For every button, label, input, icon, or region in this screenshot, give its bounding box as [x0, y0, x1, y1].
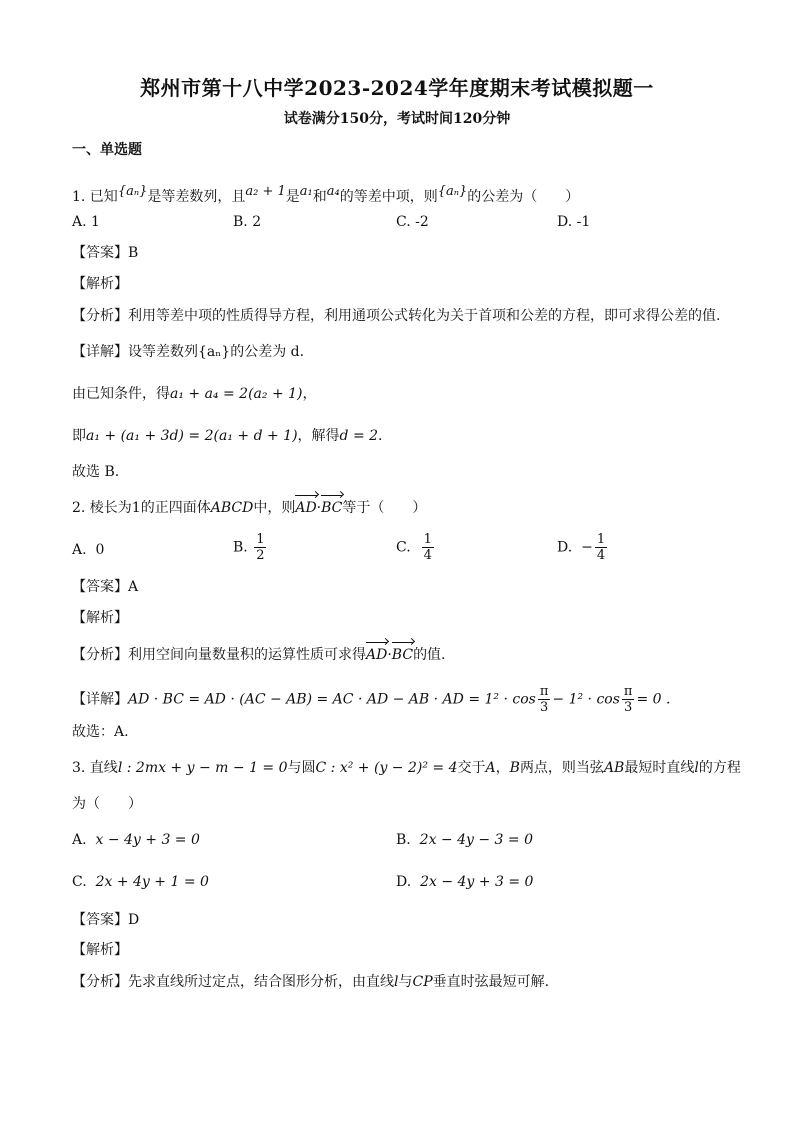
q2-opt-c-num: 1 — [423, 532, 432, 547]
q2-opt-d-sign: − — [581, 539, 593, 556]
q3-answer-label: 【答案】 — [72, 912, 128, 928]
q3-mid2: 交于 — [457, 760, 486, 776]
q2-opt-a-value: 0 — [95, 542, 105, 558]
q3-mid3: 两点，则当弦 — [519, 760, 604, 776]
q3-analysis-l: l — [394, 974, 399, 990]
q2-opt-d-fraction — [595, 532, 607, 563]
q1-step2 — [72, 426, 382, 446]
q2-option-d — [557, 532, 609, 563]
q3-opt-b-label: B. — [396, 832, 411, 848]
q2-conclusion: 故选：A. — [72, 724, 129, 740]
q2-opt-b-num: 1 — [256, 532, 265, 547]
q3-opt-d-eq: 2x − 4y + 3 = 0 — [420, 874, 534, 890]
q1-detail-label: 【详解】 — [72, 344, 128, 360]
q1-option-a: A. 1 — [72, 214, 100, 230]
q3-prefix: 3. 直线 — [72, 760, 118, 776]
q2-vector-bc: BC — [321, 500, 343, 516]
q2-detail-frac1-den: 3 — [539, 700, 549, 715]
question-1 — [72, 182, 579, 207]
q3-opt-a-eq: x − 4y + 3 = 0 — [95, 832, 200, 848]
q3-opt-a-label: A. — [72, 832, 87, 848]
q1-tail: 的公差为（ ） — [467, 189, 580, 205]
q3-option-b — [396, 830, 533, 850]
q3-analysis-text1: 先求直线所过定点，结合图形分析，由直线 — [128, 974, 394, 990]
q2-opt-c-den: 4 — [423, 548, 432, 563]
q2-analysis-tail: 的值. — [413, 647, 446, 663]
q3-opt-b-eq: 2x − 4y − 3 = 0 — [419, 832, 533, 848]
q1-step2-prefix: 即 — [72, 428, 86, 444]
q2-detail-frac2-den: 3 — [624, 700, 633, 715]
q1-conclusion: 故选 B. — [72, 464, 120, 480]
q3-chord-ab: AB — [603, 760, 625, 776]
q1-option-c: C. -2 — [396, 214, 429, 230]
q1-term: a₂ + 1 — [245, 184, 286, 199]
q2-detail-eq3: = 0 . — [636, 691, 671, 708]
q3-point-b: B — [509, 760, 520, 776]
q2-opt-d-label: D. — [557, 539, 573, 556]
section-heading: 一、单选题 — [72, 142, 142, 158]
page-title: 郑州市第十八中学2023-2024学年度期末考试模拟题一 — [140, 76, 654, 100]
q3-comma: ， — [495, 760, 510, 776]
q1-step1-eq: a₁ + a₄ = 2(a₂ + 1) — [170, 386, 303, 402]
q3-mid1: 与圆 — [287, 760, 316, 776]
q3-opt-c-label: C. — [72, 874, 87, 890]
q3-mid4: 最短时直线 — [624, 760, 695, 776]
q2-detail — [72, 684, 670, 715]
q1-step2-mid: ，解得 — [297, 428, 340, 444]
q3-jiexi: 【解析】 — [72, 942, 128, 958]
q2-analysis-label: 【分析】 — [72, 647, 128, 663]
q2-tail: 等于（ ） — [342, 500, 427, 516]
page-subtitle: 试卷满分150分，考试时间120分钟 — [283, 111, 511, 127]
q2-detail-frac2-num: π — [623, 684, 633, 699]
q3-answer-value: D — [128, 912, 140, 928]
q1-a4: a₄ — [326, 184, 340, 199]
q1-answer-label: 【答案】 — [72, 245, 128, 261]
q1-answer — [72, 243, 138, 263]
q2-opt-b-label: B. — [233, 539, 248, 556]
q1-step2-tail: . — [378, 428, 383, 444]
q2-detail-eq1: AD · BC = AD · (AC − AB) = AC · AD − AB · AD = 1² · cos — [128, 691, 536, 708]
q2-opt-b-den: 2 — [256, 548, 265, 563]
q1-step1 — [72, 384, 317, 404]
q2-analysis-dot: · — [387, 647, 392, 663]
question-2 — [72, 498, 426, 518]
q2-answer — [72, 577, 138, 597]
q1-answer-value: B — [128, 245, 139, 261]
q2-option-b — [233, 532, 268, 563]
q2-opt-c-fraction — [422, 532, 434, 563]
q3-option-a — [72, 830, 200, 850]
q3-opt-c-eq: 2x + 4y + 1 = 0 — [95, 874, 209, 890]
q1-analysis — [72, 306, 720, 326]
q1-analysis-text: 利用等差中项的性质得导方程，利用通项公式转化为关于首项和公差的方程，即可求得公差的值. — [128, 308, 721, 324]
q1-mid3: 的等差中项，则 — [339, 189, 438, 205]
q3-point-a: A — [485, 760, 496, 776]
q2-analysis-vector-bc: BC — [391, 647, 414, 663]
q2-answer-value: A — [128, 579, 139, 595]
q2-opt-d-den: 4 — [596, 548, 606, 563]
q2-detail-eq2: − 1² · cos — [552, 691, 620, 708]
q1-step1-prefix: 由已知条件，得 — [72, 386, 170, 402]
q2-analysis — [72, 645, 446, 665]
q2-opt-a-label: A. — [72, 542, 87, 558]
q1-detail-text: 设等差数列{aₙ}的公差为 d. — [128, 344, 305, 360]
q1-step2-res: d = 2 — [339, 428, 379, 444]
q3-answer — [72, 910, 139, 930]
q1-jiexi: 【解析】 — [72, 276, 128, 292]
q2-prefix: 2. 棱长为1的正四面体 — [72, 500, 211, 516]
q3-circle-eq: C : x² + (y − 2)² = 4 — [315, 760, 458, 776]
q2-abcd: ABCD — [210, 500, 254, 516]
q1-step1-tail: ， — [302, 386, 317, 402]
q1-a1: a₁ — [299, 184, 313, 199]
q1-detail — [72, 342, 304, 362]
q2-analysis-text: 利用空间向量数量积的运算性质可求得 — [128, 647, 366, 663]
q1-prefix: 1. 已知 — [72, 189, 118, 205]
q2-opt-d-num: 1 — [596, 532, 606, 547]
q2-answer-label: 【答案】 — [72, 579, 128, 595]
q1-mid2: 是 — [285, 189, 300, 205]
q2-option-a — [72, 540, 104, 560]
q2-detail-frac2 — [622, 684, 635, 715]
q3-option-c — [72, 872, 209, 892]
q2-option-c — [396, 532, 436, 563]
q2-detail-frac1-num: π — [539, 684, 549, 699]
q1-seq2: {aₙ} — [437, 184, 468, 199]
q2-mid: 中，则 — [253, 500, 296, 516]
q2-detail-label: 【详解】 — [72, 691, 128, 708]
q2-analysis-vector-ad: AD — [366, 647, 388, 663]
q1-option-d: D. -1 — [557, 214, 591, 230]
q3-analysis-text3: 垂直时弦最短可解. — [432, 974, 550, 990]
q2-dot: · — [316, 500, 322, 516]
q3-tail: 的方程 — [698, 760, 741, 776]
q3-option-d — [396, 872, 533, 892]
q2-opt-b-fraction — [254, 532, 266, 563]
question-3 — [72, 758, 741, 778]
q1-mid1: 是等差数列，且 — [147, 189, 246, 205]
q2-jiexi: 【解析】 — [72, 610, 128, 626]
q1-step2-eq: a₁ + (a₁ + 3d) = 2(a₁ + d + 1) — [86, 428, 298, 444]
q2-opt-c-label: C. — [396, 539, 411, 556]
q3-analysis-label: 【分析】 — [72, 974, 128, 990]
q3-line2: 为（ ） — [72, 796, 142, 812]
q3-analysis — [72, 972, 549, 992]
q3-opt-d-label: D. — [396, 874, 412, 890]
q1-and: 和 — [312, 189, 327, 205]
q3-analysis-cp: CP — [412, 974, 433, 990]
q1-option-b: B. 2 — [233, 214, 262, 230]
q2-detail-frac1 — [538, 684, 551, 715]
q1-seq: {aₙ} — [117, 184, 148, 199]
q1-analysis-label: 【分析】 — [72, 308, 128, 324]
q2-vector-ad: AD — [295, 500, 317, 516]
q3-line-l: l — [694, 760, 699, 776]
q3-analysis-text2: 与 — [398, 974, 413, 990]
q3-line-eq: l : 2mx + y − m − 1 = 0 — [117, 760, 288, 776]
